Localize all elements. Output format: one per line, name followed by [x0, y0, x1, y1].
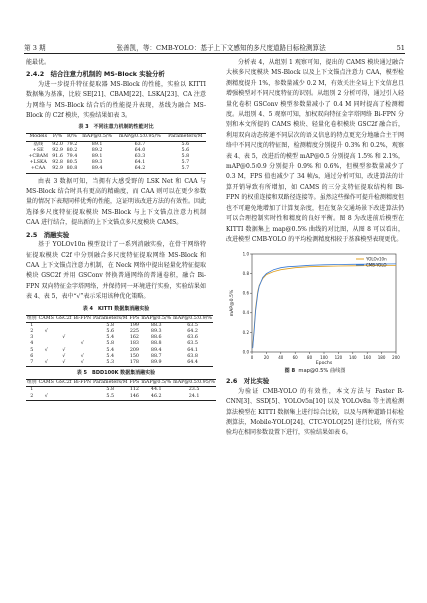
- table-cell: [55, 387, 73, 394]
- table-cell: 5.8: [106, 322, 115, 328]
- x-axis-label: Epochs: [315, 361, 333, 367]
- table-header-cell: mAP@0.5∶0.9/%: [173, 315, 212, 321]
- table-cell: 89.2: [91, 147, 103, 153]
- y-tick-label: 0.8: [242, 271, 249, 277]
- table-cell: 63.5: [187, 341, 198, 347]
- table-cell: 225: [129, 328, 139, 334]
- x-tick-label: 0: [250, 355, 254, 361]
- table-cell: 2: [30, 328, 34, 334]
- table3-caption: 表 3 不同注意力机制的性能对比: [78, 124, 154, 131]
- paragraph-ablation-intro: 基于 YOLOv10n 模型设计了一系列消融实验，在骨干网络特征提取模块 C2f 中分别融合多尺度特征提取网络 MS-Block 和 CAA 上下文锚点注意力机制，在 Neck 网络中提出轻量化特征提取模块 GSC2f 并用 GSConv 替换普通网络的普通卷积，融合 Bi-FPN 双向特征金字塔网络，并保持同一环境进行实验，实验结果如表 4、表 5，表中“√”表示采用该种优化策略。: [26, 241, 206, 301]
- table-cell: 64.1: [187, 347, 198, 353]
- table-cell: 79.4: [66, 154, 78, 160]
- table-cell: 199: [129, 322, 139, 328]
- table-cell: 209: [129, 347, 139, 353]
- table-header-cell: GSC2f: [55, 315, 72, 321]
- table-cell: 64.0: [134, 147, 146, 153]
- table-cell: 5.8: [106, 341, 115, 347]
- table-cell: 183: [129, 341, 139, 347]
- table-cell: √: [80, 341, 84, 347]
- paragraph-comparison-intro: 为验证 CMB-YOLO 的有效性，本文方法与 Faster R-CNN[3]、SSD[5]、YOLOv5n[10] 以及 YOLOv8n 等主流检测算法模型在 KITTI 数据集上进行综合比较，以及与两种道路目标检测算法，Mobile-YOLO[24]、CTC-YOLO[25] 进行比较，所有实验均在相同参数设置下进行，实验结果如表 6。: [226, 387, 404, 437]
- table-header-cell: Models: [29, 134, 48, 140]
- table-cell: 5.4: [106, 347, 115, 353]
- table-header-cell: FPS: [129, 315, 140, 321]
- table-header-cell: Bi-FPN: [73, 380, 92, 386]
- table5-caption: 表 5 BDD100K 数据集消融实验: [76, 370, 156, 377]
- table-cell: 1: [30, 322, 34, 328]
- y-tick-label: 0.4: [242, 310, 249, 316]
- left-column: [26, 58, 215, 401]
- table-cell: 89.1: [91, 141, 103, 147]
- table-cell: 5.4: [106, 335, 115, 341]
- table-cell: √: [44, 359, 48, 365]
- table-row: [26, 387, 216, 394]
- table-cell: 162: [129, 335, 139, 341]
- table-cell: +CBAM: [28, 154, 48, 160]
- table-cell: 89.4: [150, 347, 162, 353]
- table-header-cell: P/%: [52, 134, 63, 140]
- table-cell: 80.8: [66, 166, 78, 172]
- x-tick-label: 60: [292, 355, 298, 361]
- table-cell: 89.4: [91, 166, 103, 172]
- table-cell: 64.2: [187, 328, 198, 334]
- table-cell: 5.6: [106, 328, 115, 334]
- table-cell: √: [62, 359, 66, 365]
- table-header-cell: mAP@0.5/%: [82, 134, 113, 140]
- table-header-row: [26, 380, 216, 387]
- running-header: [24, 40, 405, 52]
- table-cell: 5.8: [181, 154, 190, 160]
- table4-body: [26, 322, 213, 366]
- table-header-cell: Bi-FPN: [73, 315, 92, 321]
- table-header-row: [26, 315, 213, 322]
- header-rule: [24, 53, 405, 54]
- table-header-cell: mAP@0.5/%: [141, 380, 172, 386]
- x-tick-label: 180: [377, 355, 386, 361]
- table-cell: 5.7: [181, 160, 190, 166]
- table-cell: 80.2: [66, 147, 78, 153]
- table-header-cell: R/%: [67, 134, 77, 140]
- section-heading-2-4-2: 2.4.2 结合注意力机制的 MS-Block 实验分析: [26, 70, 165, 79]
- page-number: 51: [396, 44, 405, 52]
- table-cell: 46.2: [150, 393, 162, 399]
- table-cell: 23.5: [188, 387, 200, 393]
- table-cell: 5.4: [106, 353, 115, 359]
- table-cell: 63.6: [187, 335, 198, 341]
- right-column: [226, 58, 404, 439]
- table-cell: √: [80, 359, 84, 365]
- table-cell: 1: [30, 387, 34, 393]
- table-cell: 88.7: [150, 353, 162, 359]
- table-cell: 89.3: [91, 160, 103, 166]
- table-cell: 89.3: [150, 328, 162, 334]
- table-cell: √: [44, 347, 48, 353]
- figure8-chart: [226, 248, 404, 366]
- paragraph-table3-analysis: 由表 3 数据可知，当拥有大感受野的 LSK Net 和 CAA 与 MS-Block 结合时具有更高的精确度，而 CAA 则可以在更少参数量的情况下表现同样优秀的性能，这证明该改进方法的有效性。因此选择多尺度特征提取模块 MS-Block 与上下文锚点注意力机制 CAA 进行结合，提出新的上下文锚点多尺度模块 CAMS。: [26, 177, 207, 227]
- y-tick-label: 0.0: [242, 349, 249, 355]
- table-cell: 5.8: [106, 387, 115, 393]
- table-cell: 3: [30, 335, 34, 341]
- table-cell: [55, 394, 73, 401]
- table-cell: 63.3: [134, 154, 146, 160]
- table-cell: 79.2: [66, 141, 78, 147]
- table-cell: [73, 394, 92, 401]
- x-tick-label: 40: [278, 355, 284, 361]
- table-cell: 基线: [33, 141, 44, 147]
- table-cell: 112: [129, 387, 139, 393]
- table-cell: 92.9: [52, 166, 63, 172]
- table-cell: 63.7: [134, 141, 146, 147]
- table-cell: 63.8: [187, 353, 198, 359]
- x-tick-label: 80: [307, 355, 313, 361]
- table-header-cell: GSC2f: [55, 380, 72, 386]
- table-cell: 89.1: [91, 154, 103, 160]
- paragraph-continuation: 能最优。: [26, 59, 51, 66]
- table-cell: 5.6: [181, 141, 190, 147]
- table-cell: 5: [30, 347, 34, 353]
- table4-caption: 表 4 KITTI 数据集消融实验: [82, 305, 150, 312]
- table-cell: 44.1: [150, 387, 162, 393]
- x-tick-label: 140: [348, 355, 357, 361]
- plot-frame: [252, 254, 396, 352]
- table-cell: 88.3: [150, 322, 162, 328]
- table-cell: 64.1: [134, 160, 146, 166]
- table-cell: 64.2: [134, 166, 146, 172]
- table-cell: 91.6: [52, 154, 63, 160]
- table-cell: 92.9: [52, 147, 63, 153]
- table-cell: +CAA: [30, 166, 46, 172]
- table-cell: √: [44, 328, 48, 334]
- table-cell: 92.0: [52, 141, 63, 147]
- table-cell: 5.6: [181, 147, 190, 153]
- x-tick-label: 100: [320, 355, 328, 361]
- table-cell: 6: [30, 353, 34, 359]
- table-header-cell: mAP@0.5∶0.95/%: [173, 380, 215, 386]
- table-header-cell: Parameters/M: [93, 315, 128, 321]
- table-cell: 80.5: [66, 160, 78, 166]
- table-cell: 5.7: [181, 166, 190, 172]
- table-row: [26, 141, 206, 148]
- y-tick-label: 1.0: [242, 251, 249, 257]
- table-cell: √: [80, 353, 84, 359]
- table-header-cell: Parameters/M: [168, 134, 203, 140]
- table-header-cell: Parameters/M: [93, 380, 128, 386]
- x-tick-label: 160: [363, 355, 372, 361]
- y-tick-label: 0.6: [242, 290, 249, 296]
- legend-label: YOLOv10n: [366, 256, 387, 262]
- table-cell: 92.8: [52, 160, 63, 166]
- table-cell: 88.6: [150, 335, 162, 341]
- table-cell: 64.4: [187, 359, 198, 365]
- x-tick-label: 200: [392, 355, 400, 361]
- paragraph-attention-intro: 为进一步提升特征提取器 MS-Block 的性能，实验以 KITTI 数据集为基准，比较 SE[21]、CBAM[22]、LSKA[23]、CA 注意力网络与 MS-Block 结合后的性能提升表现，基线为融合 MS-Block 的 C2f 模块，实验结果如表 3。: [26, 80, 206, 120]
- table-header-cell: 组别: [27, 315, 37, 321]
- table-header-cell: CAMS: [38, 315, 54, 321]
- table3-attention-comparison: [26, 133, 206, 173]
- table-cell: [38, 322, 55, 329]
- table-cell: √: [62, 347, 66, 353]
- table-cell: 178: [129, 359, 139, 365]
- table-cell: 4: [30, 341, 34, 347]
- table-cell: +LSKA: [29, 160, 47, 166]
- table-cell: √: [62, 353, 66, 359]
- table-header-cell: FPS: [129, 380, 140, 386]
- table-cell: 63.5: [187, 322, 198, 328]
- table-cell: √: [44, 393, 48, 399]
- table-cell: 2: [30, 393, 34, 399]
- table-cell: [73, 387, 92, 394]
- y-axis-label: mAP@0.5%: [230, 289, 235, 317]
- table-header-cell: 组别: [27, 380, 37, 386]
- table-cell: 89.9: [150, 359, 162, 365]
- table-header-cell: CAMS: [38, 380, 54, 386]
- table-row: [26, 166, 206, 173]
- table3-body: [26, 141, 206, 173]
- figure8-caption: [226, 367, 404, 375]
- table-cell: +SE: [32, 147, 44, 153]
- table-cell: [73, 322, 92, 329]
- table-cell: 5.3: [106, 359, 115, 365]
- figure8-caption-text: map@0.5% 曲线图: [298, 368, 346, 375]
- table-cell: √: [62, 335, 66, 341]
- figure8-svg: [226, 248, 404, 366]
- table-cell: 5.5: [106, 393, 115, 399]
- legend-label: CMB-YOLO: [366, 262, 387, 268]
- table-row: [26, 360, 213, 367]
- table5-bdd100k-ablation: [26, 379, 216, 401]
- x-tick-label: 20: [263, 355, 269, 361]
- paragraph-ablation-analysis: 分析表 4，从组别 1 观察可知，提出的 CAMS 模块通过融合大核多尺度模块 MS-Block 以及上下文锚点注意力 CAA，模型检测精度提升 1%，参数量减少 0.2 M，有效关注全局上下文信息且增强模型对不同尺度特征的识别。从组别 2 分析可得，通过引入轻量化卷积 GSConv 模型参数量减小了 0.4 M 同时提高了检测精度。从组别 4、5 观察可知，加权双向特征金字塔网络 Bi-FPN 分别和本文所提的 CAMS 模块、轻量化卷积模块 GSC2f 融合后，利用双向动态传递不同层次的语义信息的特点更充分地融合主干网络中不同尺度的特征图，检测精度分别提升 0.3% 和 0.2%，观察表 4、表 5，改进后的模型 mAP@0.5 分别提高 1.5% 和 2.1%，mAP@0.5∶0.9 分别提升 0.9% 和 0.6%，但模型参数量减少了 0.3 M，FPS 值也减少了 34 帧/s，通过分析可知，改进算法的计算开销导致有所增加，如 CAMS 的三分支特征提取结构和 Bi-FPN 的权重连接和双路径连接等。虽然这些操作可提升检测精度但也不可避免地增加了计算复杂度，但在复杂交通场景下改进算法仍可以合理控制实时性和精度的良好平衡。图 8 为改进前后模型在 KITTI 数据集上 map@0.5% 曲线的对比图，从图 8 可以看出，改进模型 CMB-YOLO 的平均检测精度相较于基准模型表现更优。: [226, 59, 404, 243]
- table4-kitti-ablation: [26, 315, 213, 368]
- table-cell: 7: [30, 359, 34, 365]
- table-cell: 146: [129, 393, 139, 399]
- table-cell: [55, 322, 73, 329]
- table-cell: 150: [129, 353, 139, 359]
- table-header-row: [26, 134, 206, 141]
- running-title: 张善凯，等：CMB-YOLO：基于上下文感知的多尺度道路目标检测算法: [116, 44, 326, 52]
- y-tick-label: 0.2: [242, 330, 249, 336]
- table-row: [26, 322, 213, 329]
- figure8-caption-number: 图 8: [284, 368, 296, 375]
- table-row: [26, 394, 216, 401]
- table-header-cell: mAP@0.5/%: [141, 315, 172, 321]
- issue-label: 第 3 期: [24, 44, 46, 52]
- table-header-cell: mAP@0.5∶0.95/%: [119, 134, 161, 140]
- table-cell: 24.1: [188, 393, 200, 399]
- table-cell: [38, 387, 55, 394]
- table-cell: 88.8: [150, 341, 162, 347]
- x-tick-label: 120: [334, 355, 343, 361]
- table5-body: [26, 387, 216, 400]
- section-heading-2-6: 2.6 对比实验: [226, 377, 270, 386]
- section-heading-2-5: 2.5 消融实验: [26, 230, 70, 239]
